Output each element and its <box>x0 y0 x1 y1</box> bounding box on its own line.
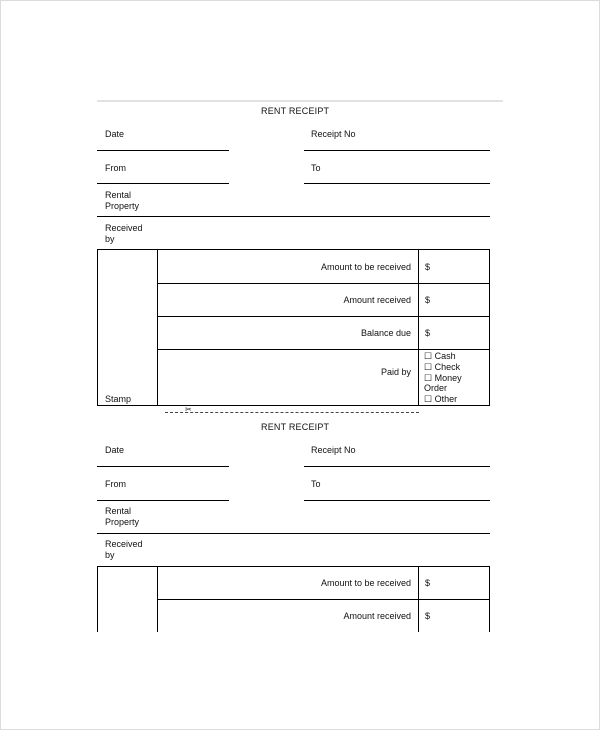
received-by-label-line1: Received <box>105 539 143 549</box>
receipt-no-label: Receipt No <box>311 129 356 139</box>
amount-received-label: Amount received <box>343 611 411 621</box>
table-row-divider <box>157 349 490 350</box>
rental-property-line <box>97 216 490 217</box>
table-left-border <box>97 566 98 632</box>
top-rule <box>97 100 503 102</box>
rental-property-label-line1: Rental <box>105 506 132 516</box>
received-by-label-line1: Received <box>105 223 143 233</box>
to-line <box>304 500 490 501</box>
receipt-no-line <box>304 150 490 151</box>
balance-due-value: $ <box>425 328 431 338</box>
receipt-no-label: Receipt No <box>311 445 356 455</box>
amount-received-label: Amount received <box>343 295 411 305</box>
option-other-checkbox[interactable]: ☐ Other <box>424 394 458 405</box>
receipt-title: RENT RECEIPT <box>261 422 330 432</box>
option-money-order-text: Order <box>424 383 448 394</box>
amount-to-be-received-label: Amount to be received <box>320 262 411 272</box>
to-label: To <box>311 479 321 489</box>
table-left-border <box>97 249 98 405</box>
table-stamp-divider <box>157 249 158 405</box>
to-line <box>304 183 490 184</box>
date-label: Date <box>105 129 125 139</box>
table-value-divider <box>418 249 419 405</box>
rental-property-label-line2: Property <box>105 201 140 211</box>
received-by-label-line2: by <box>105 550 115 560</box>
option-cash-checkbox[interactable]: ☐ Cash <box>424 351 456 361</box>
paid-by-label: Paid by <box>380 367 411 377</box>
date-label: Date <box>105 445 125 455</box>
amount-to-be-received-value: $ <box>425 262 431 272</box>
date-line <box>97 150 229 151</box>
from-label: From <box>105 163 126 173</box>
date-line <box>97 466 229 467</box>
paid-by-options <box>424 351 462 405</box>
to-label: To <box>311 163 321 173</box>
amount-to-be-received-label: Amount to be received <box>320 578 411 588</box>
rental-property-line <box>97 533 490 534</box>
from-line <box>97 183 229 184</box>
table-row-divider <box>157 316 490 317</box>
balance-due-label: Balance due <box>360 328 411 338</box>
rental-property-label-line1: Rental <box>105 190 132 200</box>
cut-line <box>165 412 419 413</box>
option-money-checkbox[interactable]: ☐ Money <box>424 372 462 383</box>
option-check-checkbox[interactable]: ☐ Check <box>424 361 461 372</box>
from-label: From <box>105 479 126 489</box>
receipt-title: RENT RECEIPT <box>261 106 330 116</box>
scissors-icon: ✂ <box>185 405 192 414</box>
table-top-border <box>97 249 490 250</box>
table-bottom-border <box>97 405 490 406</box>
table-top-border <box>97 566 490 567</box>
amount-to-be-received-value: $ <box>425 578 431 588</box>
stamp-label: Stamp <box>105 394 132 404</box>
rental-property-label-line2: Property <box>105 517 140 527</box>
amount-received-value: $ <box>425 295 431 305</box>
table-row-divider <box>157 283 490 284</box>
table-row-divider <box>157 599 490 600</box>
receipt-no-line <box>304 466 490 467</box>
from-line <box>97 500 229 501</box>
amount-received-value: $ <box>425 611 431 621</box>
table-right-border <box>489 249 490 405</box>
received-by-label-line2: by <box>105 234 115 244</box>
